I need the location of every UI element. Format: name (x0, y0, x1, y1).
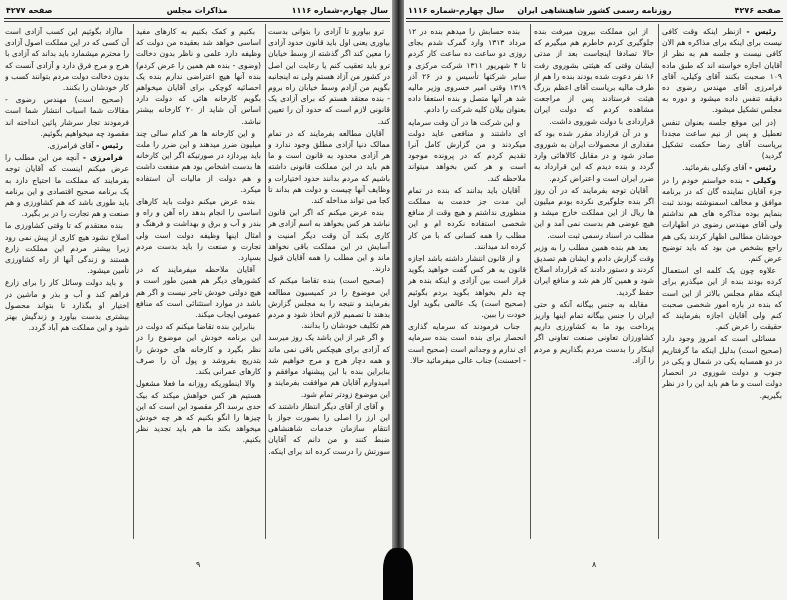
paragraph-text: مسائلی است که امروز وجود دارد (صحیح است) بدلیل اینکه ما گرفتاریم در دو همسایه یکی در شمال و یکی در جنوب و دولت شوروی در انحصار دولت است و ما هم باید این را در نظر بگیریم. (662, 334, 782, 400)
paragraph-text: علاوه چون یک کلمه ای استعمال کرده بودند بنده از این میگذرم برای اینکه مقام مجلس بالاتر از این است که بنده در باره امور شخصی صحبت کنم ولی آقایان اجازه بفرمایند که حقیقت را عرض کنم. (662, 266, 782, 332)
paragraph (268, 401, 390, 457)
paragraph (5, 152, 129, 219)
paragraph (662, 333, 782, 400)
section-title: مذاکرات مجلس (166, 6, 228, 15)
paragraph (5, 220, 129, 276)
column-divider (265, 24, 266, 539)
issue-label: سال چهارم-شماره ۱۱۱۶ (291, 6, 388, 15)
paragraph (662, 265, 782, 332)
speaker-name: فرامرزی - (82, 153, 123, 163)
paragraph (408, 253, 526, 320)
paragraph-text: و اگر غیر از این باشد یک روز میرسد که آزادی برای هیچکس باقی نمی ماند و همه دچار هرج و مرج خواهیم شد بنابراین بنده با این پیشنهاد موافقم و امیدوارم آقایان هم موافقت بفرمایند و این موضوع زودتر تمام شود. (268, 333, 390, 399)
paragraph-text: بنده حسابش را میدهم بنده در ۱۲ مرداد ۱۳۱۳ وارد گمرک شدم بجای روزی دو ساعت ده ساعت کار کردم تا ۴ شهریور ۱۳۱۱ شرکت مرکزی و سایر شرکتها تأسیس و در ۲۶ آذر ۱۳۱۹ وقتی امیر خسروی وزیر مالیه شد هر آنها متصل و بنده استعفا داده بعنوان بیلان کلیه شرکت را دادم. (408, 27, 526, 115)
paragraph (268, 207, 390, 274)
paragraph-text: و از قانون انتشار داشته باشد اجازه قانون به هر کس گفت خواهید بگوید قرار است بین آزادی و اینکه بنده هر چه دلم بخواهد بگوید بردم بگوئیم (صحیح است) یک عالمی بگوید اول خودت را ببین. (408, 254, 526, 320)
paragraph (136, 128, 261, 195)
paragraph-text: جناب فرمودند که سرمایه گذاری انحصار برای بنده است بنده سرمایه ای ندارم و وجدانم است (صحیح است - احسنت) جناب عالی میفرمائید حالا. (408, 322, 526, 365)
paragraph-text: (صحیح است) بنده تقاضا میکنم که این موضوع را در کمیسیون مطالعه بفرمایند و نتیجه را به مجلس گزارش بدهند تا تصمیم لازم اتخاذ شود و مردم هم تکلیف خودشان را بدانند. (268, 276, 390, 331)
issue-label: سال چهارم-شماره ۱۱۱۶ (408, 6, 505, 15)
paragraph-text: و این کارخانه ها هر کدام سالی چند میلیون ضرر میدهند و این ضرر را ملت باید بپردازد در صورتیکه اگر این کارخانه ها بدست اشخاص بود هم منفعت داشت و هم دولت از مالیات آن استفاده میکرد. (136, 128, 261, 194)
book-spine-shadow (383, 548, 413, 600)
speaker-name: وکیلی - (746, 175, 776, 185)
paragraph-text: مقابله به جنس بیگانه آنکه و حتی ایران را جنس بیگانه تمام اینها واریز پرداخت بود ما به کشاورزی داریم کشاورزان تعاونی صنعت تعاونی اگر اینکار را بدست مردم بگذاریم و مردم را آزاد. (534, 299, 654, 365)
paragraph-text: آقای وکیلی بفرمائید. (682, 163, 747, 173)
paragraph-text: آقایان مطالعه بفرمایند که در تمام ممالک دنیا آزادی مطلق وجود ندارد و هر آزادی محدود به قانون است و ما هم باید در این مملکت قانونی داشته باشیم که مردم بدانند حدود اختیارات و وظایف آنها چیست و دولت هم بداند تا کجا می تواند مداخله کند. (268, 128, 390, 206)
paragraph-text: و در آن قرارداد مقرر شده بود که مقداری از محصولات ایران به شوروی صادر شود و در مقابل کالاهائی وارد گردد و بنده دیدم که این قرارداد به ضرر ایران است و اعتراض کردم. (534, 128, 654, 183)
paragraph-text: آقایان ملاحظه میفرمایند که در کشورهای دیگر هم همین طور است و هیچ دولتی خودش تاجر نیست و اگر هم باشد در موارد استثنائی است که منافع عمومی ایجاب میکند. (136, 265, 261, 320)
paragraph (136, 321, 261, 377)
text-column-2 (136, 26, 261, 536)
paragraph (268, 275, 390, 331)
page-label: صفحه ۴۲۷۷ (6, 6, 53, 15)
newspaper-title: روزنامه رسمی کشور شاهنشاهی ایران (517, 6, 672, 15)
text-column-1 (268, 26, 390, 536)
paragraph (268, 128, 390, 206)
paragraph (662, 175, 782, 265)
paragraph-text: آقایان باید بدانند که بنده در تمام این مدت جز خدمت به مملکت منظوری نداشتم و هیچ وقت از منافع شخصی استفاده نکرده ام و این مطلب را همه کسانی که با من کار کرده اند میدانند. (408, 185, 526, 251)
column-divider (133, 24, 134, 539)
paragraph (5, 140, 129, 151)
paragraph (534, 185, 654, 241)
page-header (4, 4, 390, 19)
paragraph (534, 128, 654, 184)
column-divider (530, 24, 531, 539)
paragraph (268, 332, 390, 399)
paragraph (662, 162, 782, 173)
paragraph (534, 299, 654, 366)
paragraph-text: ترو بیاورو تا آزادی را بتوانی بدست بیاوری یعنی اول باید قانون حدود آزادی را معین کند اگر گذشته از وسط خیابان ترو باید تعقیب کنم یا رعایت این اصل در کشور من آزاد هستم ولی نه اینجانبه بگویم من آزادم وسط خیابان راه بروم - بنده معتقد هستم که برای آزادی یک قانونی لازم است که حدود آن را تعیین کند. (268, 27, 390, 126)
text-column-2 (534, 26, 654, 536)
page-header (406, 4, 783, 19)
paragraph (136, 196, 261, 263)
paragraph (408, 185, 526, 252)
paragraph (136, 378, 261, 445)
text-column-1 (408, 26, 526, 536)
paragraph (534, 242, 654, 298)
paragraph (268, 26, 390, 127)
paragraph (408, 321, 526, 366)
page-number: ۸ (592, 560, 597, 569)
paragraph-text: بنابراین بنده تقاضا میکنم که دولت در این برنامه خودش این موضوع را در نظر بگیرد و کارخانه های خودش را بتدریج بفروشد و پول آن را صرف کارهای عمرانی بکند. (136, 322, 261, 377)
paragraph-text: آنچه من این مطلب را عرض میکنم اینست که آقایان توجه بفرمایند که مملکت ما احتیاج دارد به یک برنامه صحیح اقتصادی و این برنامه باید طوری باشد که هم کشاورزی و هم صنعت و هم تجارت را در بر بگیرد. (5, 153, 129, 219)
paragraph (136, 264, 261, 320)
paragraph-text: بنده عرض میکنم که اگر این قانون نباشد هر کس بخواهد به اسم آزادی هر کاری بکند آن وقت دیگر امنیت و آسایش در این مملکت باقی نخواهد ماند و این مطلب را همه آقایان قبول دارند. (268, 208, 390, 274)
paragraph-text: آقایان توجه بفرمایند که در آن روز اگر بنده جلوگیری نکرده بودم میلیون ها ریال از این مملکت خارج میشد و هیچ عوضی هم بدست نمی آمد و این مطلب در اسناد رسمی ثبت است. (534, 185, 654, 240)
text-column-3 (662, 26, 782, 536)
paragraph-text: آقای فرامرزی. (47, 141, 94, 151)
paragraph (5, 26, 129, 93)
speaker-name: رئیس - (749, 163, 776, 173)
paragraph (408, 26, 526, 116)
speaker-name: رئیس - (96, 141, 123, 151)
speaker-name: رئیس - (746, 27, 776, 36)
paragraph-text: بعد هم بنده همین مطلب را به وزیر وقت گزارش دادم و ایشان هم تصدیق کردند و دستور دادند که قرارداد اصلاح شود و همین کار هم شد و منافع ایران حفظ گردید. (534, 242, 654, 297)
page-label: صفحه ۴۲۷۶ (734, 6, 781, 15)
right-page (402, 0, 787, 600)
paragraph-text: بنده عرض میکنم دولت باید کارهای اساسی را انجام بدهد راه آهن و راه و بندر و آب و برق و بهداشت و فرهنگ و امثال اینها وظیفه دولت است ولی تجارت و صنعت را باید بدست مردم بسپارد. (136, 197, 261, 263)
paragraph-text: و باید دولت وسائل کار را برای زارع فراهم کند و آب و بذر و ماشین در اختیار او بگذارد تا بتواند محصول بیشتری بدست بیاورد و زندگیش بهتر شود و این مملکت هم آباد گردد. (5, 278, 129, 333)
paragraph (534, 26, 654, 127)
paragraph (662, 117, 782, 162)
paragraph-text: بنده خواستم خودم را در جزء آقایان نماینده گان که در برنامه موافق و مخالف اسمنوشته بودند ثبت بنمایم بوده مذاکره های هم نداشتم ولی آقای مهندس رضوی در اظهارات خودشان مطالبی اظهار کردند یکی هم راجع بشخص من بود که باید توضیح عرض کنم. (662, 175, 782, 264)
paragraph-text: ازنظر اینکه وقت کافی نیست برای اینکه برای مذاکره هم الان کافی نیست و جلسه هم به نظر از آقایان اجازه خواسته اند که طبق ماده ۱۰۹ صحبت بکنند آقای وکیلی، آقای فرامرزی آقای مهندس رضوی ده دقیقه تنفس داده میشود و دوره به مجلس تشکیل میشود. (662, 27, 782, 115)
column-divider (658, 24, 659, 539)
paragraph (136, 26, 261, 127)
paragraph (5, 277, 129, 333)
paragraph-text: بکنیم و کمک بکنیم به کارهای مفید اساسی خواهد شد بعقیده من دولت که وظیفه دارد علمی و ناظر بدون دخالت (وضوی - بنده هم همین را عرض کردم) بنده آنها هیچ اعتراضی ندارم بنده یک احصائیه کوچکی برای آقایان میخواهم بگویم کارخانه هائی که دولت دارد اساس آن شاید از ۲۰ کارخانه بیشتر نباشد. (136, 27, 261, 126)
paragraph-text: (صحیح است) مهندس رضوی - مقالات شما اسباب انتشار شما است فرمودند تجار سرشار پائین انداخته اند مقصود چه میخواهیم بگوئیم. (5, 95, 129, 138)
paragraph-text: والا اینطوریکه روزانه ما فعلا مشغول هستیم هر کس خواهش میکند که بیک حدی برسد اگر مقصود این است که این چیزها را انگو بکنیم که هر چه خودش میخواهد بکند ما هم باید تجدید نظر بکنیم. (136, 379, 261, 445)
paragraph-text: ماآزاد بگوئیم این کسب آزادی است آن کسی که در این مملکت اصول آزادی را محترم میشمارد باید بداند که آزادی با هرج و مرج فرق دارد و آزادی آنست که بدون دخالت دولت مردم بتوانند کسب و کار خودشان را بکنند. (5, 27, 129, 93)
page-number: ۹ (196, 560, 201, 569)
paragraph-text: از این مملکت بیرون میرفت بنده جلوگیری کردم خاطرم هم میگیرم که حالا تصادفا اینجاست بعد از مدتی ایشان وقتی که هیئتی بشوروی رفت ۱۶ نفر دعوت شده بودند بنده را هم از طرف مالیه بریاست آقای اعظم بزرگ هیئت فرستادند پس از مراجعت مشاهده کردم که دولت ایران قراردادی با دولت شوروی داشت. (534, 27, 654, 126)
paragraph-text: و آقای از آقای دیگر انتظار داشتند که این ارز را اصلی را بصورت جواز با انتقام سازمان خدمات شاهنشاهی ضبط کنند و من دانم که آقایان سورتش را درست کرده اند برای اینکه. (268, 401, 390, 456)
book-spine (392, 0, 404, 600)
paragraph (5, 94, 129, 139)
paragraph-text: (در این موقع جلسه بعنوان تنفس تعطیل و پس از نیم ساعت مجددا بریاست آقای رضا حکمت تشکیل گردید) (662, 117, 782, 161)
paragraph-text: و این شرکت ها در آن وقت سرمایه ای داشتند و منافعی عاید دولت میکردند و من گزارش کامل آنرا تقدیم کردم که در پرونده موجود است و هر کس بخواهد میتواند ملاحظه کند. (408, 117, 526, 183)
text-column-3 (5, 26, 129, 536)
paragraph (662, 26, 782, 116)
paragraph-text: بنده معتقدم که تا وقتی کشاورزی ما اصلاح نشود هیچ کاری از پیش نمی رود زیرا بیشتر مردم این مملکت زارع هستند و زندگی آنها از راه کشاورزی تأمین میشود. (5, 221, 129, 276)
paragraph (408, 117, 526, 184)
